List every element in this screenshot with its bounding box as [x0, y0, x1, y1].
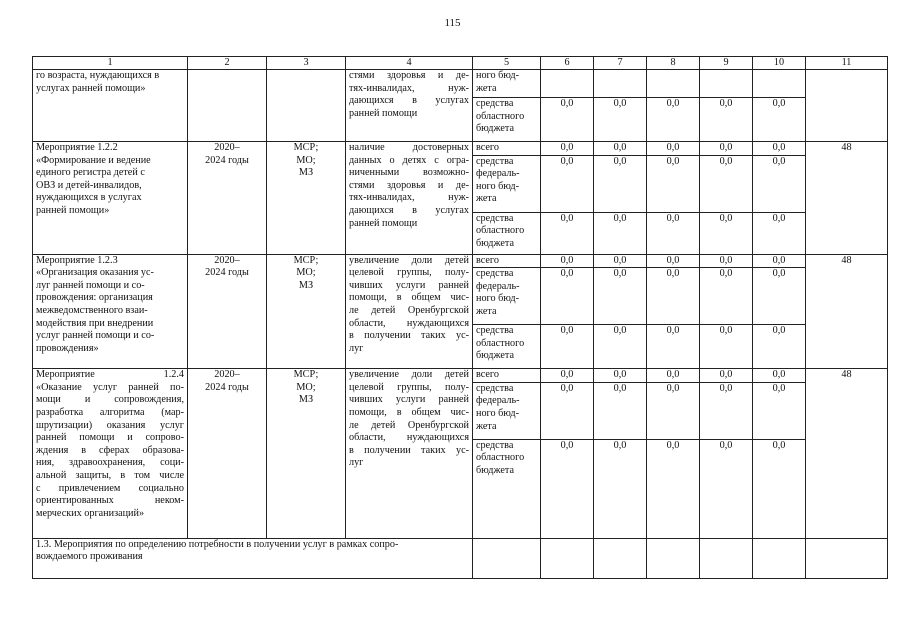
- result-indicator: [346, 254, 473, 369]
- text-line: межведомственного взаи-: [36, 304, 148, 316]
- value-cell: [541, 70, 594, 98]
- value-cell: 0,0: [541, 439, 594, 538]
- text-line: ного бюд-: [476, 70, 519, 81]
- text-line: 2024 годы: [205, 267, 249, 279]
- text-line: средства: [476, 382, 514, 394]
- value-cell: 0,0: [594, 439, 647, 538]
- result-indicator: [346, 369, 473, 539]
- text-line: «Оказание услуг ранней по-: [36, 381, 184, 393]
- empty-cell: [647, 538, 700, 578]
- text-line: луг: [349, 457, 364, 469]
- target-ref: 48: [806, 142, 888, 255]
- value-cell: 0,0: [700, 439, 753, 538]
- text-line: бюджета: [476, 350, 514, 362]
- text-line: 2020–: [214, 369, 240, 381]
- text-line: целевой группы, полу-: [349, 267, 469, 279]
- value-cell: 0,0: [700, 382, 753, 439]
- text-line: «Формирование и ведение: [36, 154, 151, 166]
- value-cell: 0,0: [647, 439, 700, 538]
- period: [188, 142, 267, 255]
- value-cell: 0,0: [647, 142, 700, 156]
- executor: [267, 70, 346, 142]
- value-cell: 0,0: [594, 212, 647, 254]
- value-cell: 0,0: [647, 325, 700, 369]
- text-line: федераль-: [476, 280, 520, 292]
- text-line: помощи, в общем чис-: [349, 292, 469, 304]
- section-heading: [33, 538, 473, 578]
- value-cell: 0,0: [594, 325, 647, 369]
- table-row: [33, 538, 888, 578]
- text-line: чивших услуги ранней: [349, 279, 469, 291]
- text-line: помощи, в общем чис-: [349, 406, 469, 418]
- text-line: ниченными возможно-: [349, 167, 469, 179]
- value-cell: 0,0: [594, 268, 647, 325]
- funding-source: [473, 98, 541, 142]
- column-number-11: 11: [806, 57, 888, 70]
- empty-cell: [806, 538, 888, 578]
- table-row: [33, 369, 888, 383]
- value-cell: 0,0: [700, 254, 753, 268]
- measure-name: [33, 142, 188, 255]
- text-line: вождаемого проживания: [36, 551, 143, 563]
- value-cell: 0,0: [753, 212, 806, 254]
- value-cell: 0,0: [541, 98, 594, 142]
- value-cell: [594, 70, 647, 98]
- text-line: средства: [476, 155, 514, 167]
- result-indicator: [346, 70, 473, 142]
- text-line: средства: [476, 98, 514, 109]
- executor: [267, 254, 346, 369]
- text-line: ранней помощи: [349, 217, 418, 229]
- text-line: средства: [476, 439, 514, 451]
- value-cell: 0,0: [541, 382, 594, 439]
- text-line: ного бюд-: [476, 180, 519, 192]
- column-number-8: 8: [647, 57, 700, 70]
- text-line: МО;: [296, 154, 316, 166]
- text-line: МО;: [296, 381, 316, 393]
- value-cell: 0,0: [541, 142, 594, 156]
- value-cell: 0,0: [594, 155, 647, 212]
- value-cell: 0,0: [541, 155, 594, 212]
- period: [188, 369, 267, 539]
- text-line: целевой группы, полу-: [349, 381, 469, 393]
- value-cell: 0,0: [700, 369, 753, 383]
- text-line: луг ранней помощи и со-: [36, 279, 145, 291]
- text-line: шрутизации) оказания услуг: [36, 419, 184, 431]
- funding-source: [473, 268, 541, 325]
- text-line: ориентированных неком-: [36, 495, 184, 507]
- table-row: [33, 254, 888, 268]
- text-line: области, нуждающихся: [349, 317, 469, 329]
- value-cell: [753, 70, 806, 98]
- value-cell: 0,0: [541, 212, 594, 254]
- value-cell: 0,0: [647, 254, 700, 268]
- value-cell: 0,0: [594, 254, 647, 268]
- value-cell: 0,0: [753, 155, 806, 212]
- text-line: ранней помощи и сопрово-: [36, 432, 184, 444]
- text-line: 2020–: [214, 142, 240, 153]
- column-number-3: 3: [267, 57, 346, 70]
- value-cell: 0,0: [700, 325, 753, 369]
- value-cell: 0,0: [700, 212, 753, 254]
- column-number-6: 6: [541, 57, 594, 70]
- target-ref: 48: [806, 254, 888, 369]
- empty-cell: [700, 538, 753, 578]
- value-cell: 0,0: [753, 98, 806, 142]
- text-line: Мероприятие 1.2.2: [36, 142, 118, 153]
- text-line: наличие достоверных: [349, 142, 469, 153]
- text-line: единого регистра детей с: [36, 167, 145, 179]
- table-row: [33, 70, 888, 98]
- value-cell: 0,0: [647, 155, 700, 212]
- text-line: жета: [476, 305, 497, 317]
- text-line: го возраста, нуждающихся в: [36, 70, 160, 81]
- value-cell: 0,0: [594, 142, 647, 156]
- column-number-2: 2: [188, 57, 267, 70]
- value-cell: 0,0: [700, 98, 753, 142]
- value-cell: 0,0: [647, 212, 700, 254]
- funding-source: всего: [473, 142, 541, 156]
- text-line: ле детей Оренбургской: [349, 304, 469, 316]
- measure-name: [33, 254, 188, 369]
- text-line: стями здоровья и де-: [349, 70, 469, 81]
- value-cell: 0,0: [647, 98, 700, 142]
- value-cell: 0,0: [541, 268, 594, 325]
- text-line: «Организация оказания ус-: [36, 267, 154, 279]
- value-cell: 0,0: [700, 268, 753, 325]
- value-cell: 0,0: [753, 369, 806, 383]
- funding-source: всего: [473, 369, 541, 383]
- text-line: 2020–: [214, 254, 240, 266]
- empty-cell: [753, 538, 806, 578]
- text-line: альной защиты, в том числе: [36, 469, 184, 481]
- column-number-5: 5: [473, 57, 541, 70]
- executor: [267, 369, 346, 539]
- text-line: в получении таких ус-: [349, 444, 469, 456]
- text-line: 2024 годы: [205, 154, 249, 166]
- text-line: МЗ: [298, 394, 314, 406]
- text-line: мерческих организаций»: [36, 507, 145, 519]
- text-line: МСР;: [293, 142, 319, 153]
- text-line: модействия при внедрении: [36, 317, 154, 329]
- measure-name: [33, 369, 188, 539]
- measure-name: [33, 70, 188, 142]
- empty-cell: [541, 538, 594, 578]
- column-number-row: [33, 57, 888, 70]
- text-line: 1.3. Мероприятия по определению потребности в получении услуг в рамках сопро-: [36, 538, 399, 550]
- text-line: в получении таких ус-: [349, 330, 469, 342]
- text-line: областного: [476, 337, 525, 349]
- text-line: жета: [476, 420, 497, 432]
- empty-cell: [594, 538, 647, 578]
- column-number-9: 9: [700, 57, 753, 70]
- text-line: данных о детях с огра-: [349, 154, 469, 166]
- text-line: МСР;: [293, 369, 319, 381]
- executor: [267, 142, 346, 255]
- value-cell: [647, 70, 700, 98]
- text-line: ле детей Оренбургской: [349, 419, 469, 431]
- value-cell: 0,0: [753, 382, 806, 439]
- text-line: МЗ: [298, 279, 314, 291]
- value-cell: 0,0: [594, 382, 647, 439]
- text-line: ного бюд-: [476, 293, 519, 305]
- value-cell: 0,0: [541, 369, 594, 383]
- text-line: МЗ: [298, 167, 314, 179]
- table-row: [33, 142, 888, 156]
- page-number: 115: [444, 17, 461, 29]
- text-line: Мероприятие 1.2.4: [36, 369, 184, 381]
- column-number-1: 1: [33, 57, 188, 70]
- value-cell: 0,0: [700, 155, 753, 212]
- text-line: областного: [476, 225, 525, 237]
- text-line: бюджета: [476, 237, 514, 249]
- text-line: ждения в сферах образова-: [36, 444, 184, 456]
- text-line: средства: [476, 325, 514, 337]
- result-indicator: [346, 142, 473, 255]
- period: [188, 254, 267, 369]
- column-number-4: 4: [346, 57, 473, 70]
- text-line: ОВЗ и детей-инвалидов,: [36, 179, 142, 191]
- text-line: увеличение доли детей: [349, 254, 469, 266]
- target-ref: 48: [806, 369, 888, 539]
- text-line: МО;: [296, 267, 316, 279]
- text-line: 2024 годы: [205, 381, 249, 393]
- funding-source: [473, 439, 541, 538]
- text-line: федераль-: [476, 395, 520, 407]
- value-cell: 0,0: [753, 268, 806, 325]
- text-line: федераль-: [476, 168, 520, 180]
- text-line: чивших услуги ранней: [349, 394, 469, 406]
- funding-source: [473, 70, 541, 98]
- text-line: областного: [476, 452, 525, 464]
- funding-source: [473, 382, 541, 439]
- text-line: жета: [476, 82, 497, 94]
- value-cell: 0,0: [700, 142, 753, 156]
- text-line: нуждающихся в услугах: [36, 192, 142, 204]
- text-line: тях-инвалидах, нуж-: [349, 192, 469, 204]
- value-cell: 0,0: [753, 325, 806, 369]
- text-line: увеличение доли детей: [349, 369, 469, 381]
- empty-cell: [473, 538, 541, 578]
- value-cell: 0,0: [594, 98, 647, 142]
- value-cell: [700, 70, 753, 98]
- text-line: области, нуждающихся: [349, 432, 469, 444]
- value-cell: 0,0: [541, 325, 594, 369]
- column-number-7: 7: [594, 57, 647, 70]
- text-line: ния, здравоохранения, соци-: [36, 457, 184, 469]
- text-line: Мероприятие 1.2.3: [36, 254, 118, 266]
- text-line: услуг ранней помощи и со-: [36, 330, 155, 342]
- text-line: ранней помощи»: [36, 204, 110, 216]
- funding-source: [473, 212, 541, 254]
- text-line: средства: [476, 212, 514, 224]
- value-cell: 0,0: [647, 268, 700, 325]
- text-line: бюджета: [476, 464, 514, 476]
- text-line: областного: [476, 110, 525, 122]
- text-line: с привлечением социально: [36, 482, 184, 494]
- funding-source: [473, 325, 541, 369]
- text-line: жета: [476, 193, 497, 205]
- funding-source: всего: [473, 254, 541, 268]
- value-cell: 0,0: [647, 369, 700, 383]
- value-cell: 0,0: [753, 439, 806, 538]
- text-line: стями здоровья и де-: [349, 179, 469, 191]
- text-line: услугах ранней помощи»: [36, 82, 146, 94]
- text-line: провождения»: [36, 342, 99, 354]
- target-ref: [806, 70, 888, 142]
- value-cell: 0,0: [541, 254, 594, 268]
- text-line: средства: [476, 268, 514, 280]
- text-line: бюджета: [476, 123, 514, 135]
- text-line: луг: [349, 342, 364, 354]
- text-line: дающихся в услугах: [349, 95, 469, 107]
- funding-source: [473, 155, 541, 212]
- text-line: тях-инвалидах, нуж-: [349, 82, 469, 94]
- text-line: провождения: организация: [36, 292, 153, 304]
- program-measures-table: [32, 56, 888, 579]
- column-number-10: 10: [753, 57, 806, 70]
- text-line: мощи и сопровождения,: [36, 394, 184, 406]
- text-line: ранней помощи: [349, 107, 418, 119]
- period: [188, 70, 267, 142]
- text-line: дающихся в услугах: [349, 204, 469, 216]
- text-line: ного бюд-: [476, 407, 519, 419]
- value-cell: 0,0: [753, 254, 806, 268]
- text-line: разработка алгоритма (мар-: [36, 406, 184, 418]
- value-cell: 0,0: [753, 142, 806, 156]
- value-cell: 0,0: [594, 369, 647, 383]
- value-cell: 0,0: [647, 382, 700, 439]
- text-line: МСР;: [293, 254, 319, 266]
